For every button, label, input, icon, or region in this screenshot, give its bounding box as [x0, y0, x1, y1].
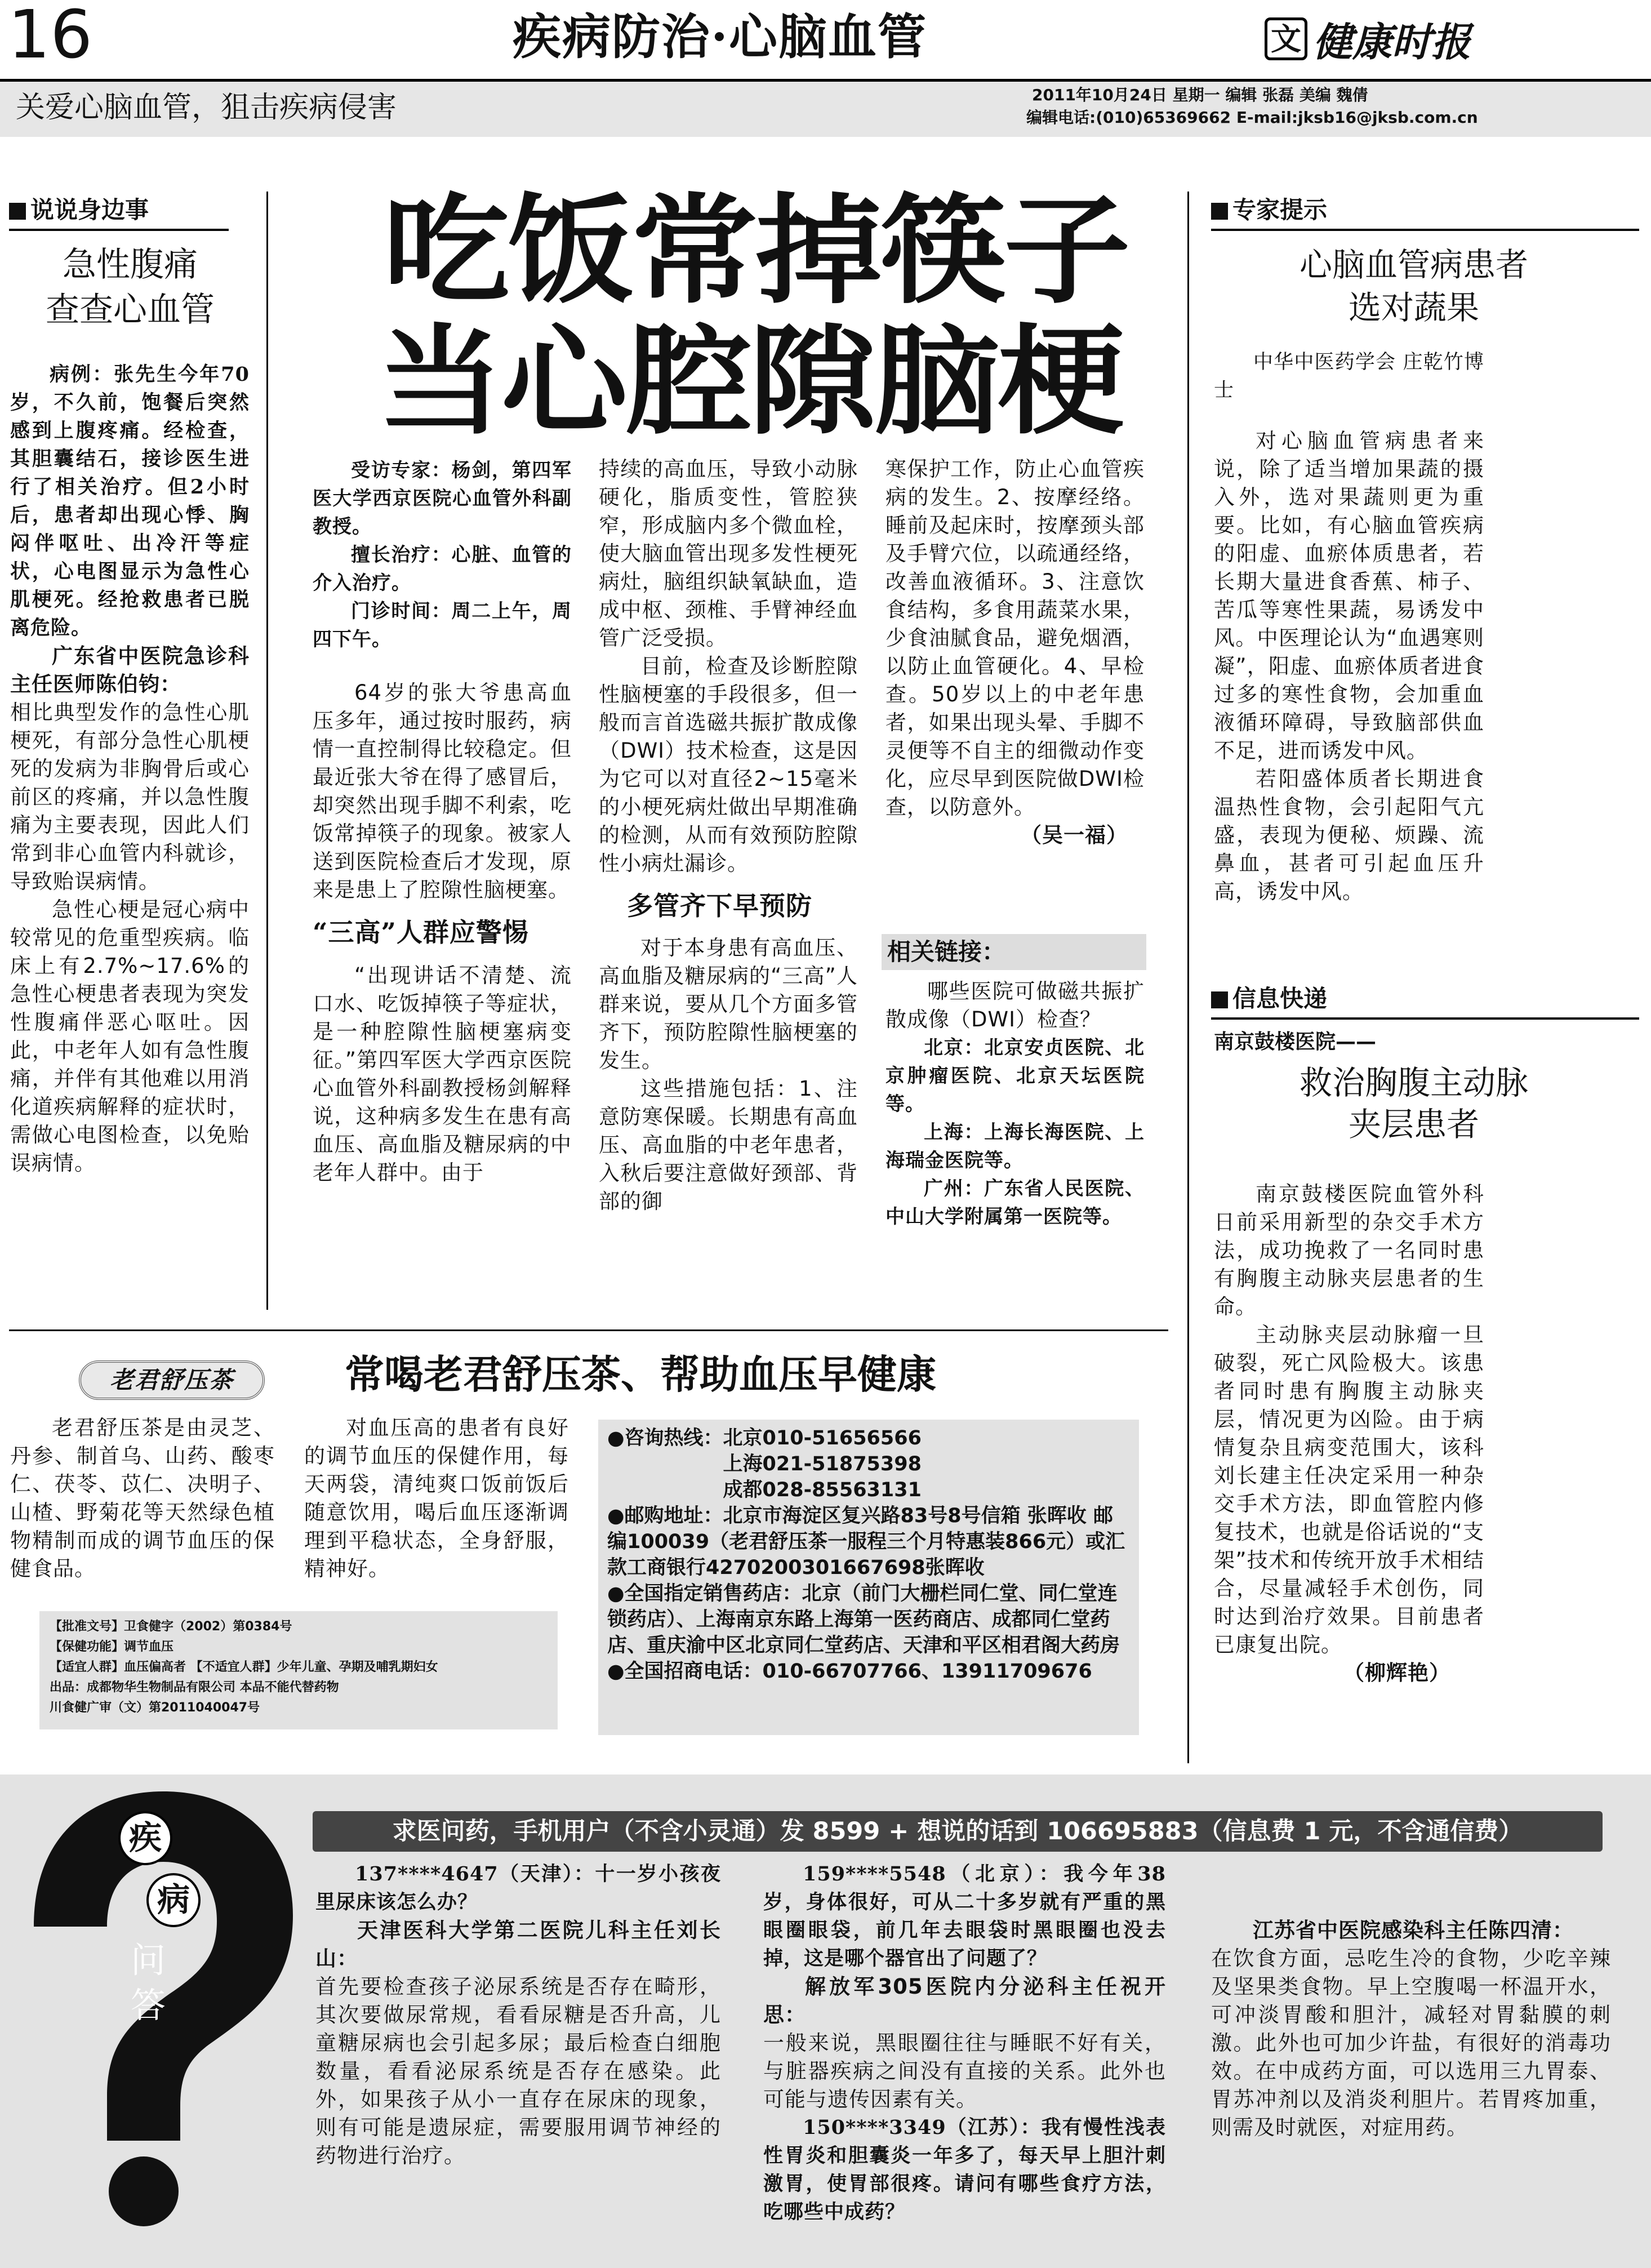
section-title: 疾病防治·心脑血管: [513, 8, 927, 65]
ad-hotlines: [607, 1425, 1130, 1503]
right-title-2-line-1: 救治胸腹主动脉: [1299, 1064, 1528, 1102]
ad-fineprint-box: [39, 1611, 558, 1729]
hotline-chengdu: 成都028-85563131: [723, 1479, 922, 1501]
main-col-3: [885, 455, 1145, 850]
ad-benefits: 对血压高的患者有良好的调节血压的保健作用，每天两袋，清纯爽口饭前饭后随意饮用，喝后血压逐渐调理到平稳状态，全身舒服，精神好。: [304, 1416, 569, 1581]
qa-logo-char-4: 答: [131, 1985, 166, 2026]
ad-producer: 出品：成都物华生物制品有限公司 本品不能代替药物: [50, 1680, 339, 1695]
left-para-1: 相比典型发作的急性心肌梗死，有部分急性心肌梗死的发病为非胸骨后或心前区的疼痛，并以急性腹痛为主要表现，因此人们常到非心血管内科就诊，导致贻误病情。: [10, 700, 250, 893]
qa-question-2: 159****5548（北京）：我今年38岁，身体很好，可从二十多岁就有严重的黑眼圈眼袋，前几年去眼袋时黑眼圈也没去掉，这是哪个器官出了问题了？: [763, 1862, 1166, 1970]
right-article-2: [1214, 1180, 1484, 1687]
left-article: [10, 361, 250, 1177]
main-col-2: [599, 455, 858, 1216]
qa-answer-3: 在饮食方面，忌吃生冷的食物，少吃辛辣及坚果类食物。早上空腹喝一杯温开水，可冲淡胃酸和胆汁，减轻对胃黏膜的刺激。此外也可加少许盐，有很好的消毒功效。在中成药方面，可以选用三九胃泰、胃苏冲剂以及消炎利胆片。若胃疼加重，则需及时就医，对症用药。: [1211, 1946, 1611, 2140]
left-para-2: 急性心梗是冠心病中较常见的危重型疾病。临床上有2.7%~17.6%的急性心梗患者表现为突发性腹痛伴恶心呕吐。因此，中老年人如有急性腹痛，并伴有其他难以用消化道疾病解释的症状时，需做心电图检查，以免贻误病情。: [10, 897, 250, 1175]
ad-intro: 老君舒压茶是由灵芝、丹参、制首乌、山药、酸枣仁、茯苓、苡仁、决明子、山楂、野菊花等天然绿色植物精制而成的调节血压的保健食品。: [10, 1416, 275, 1581]
links-guangzhou: 广州：广东省人民医院、中山大学附属第一医院等。: [885, 1177, 1145, 1228]
right-section2-label: 信息快递: [1211, 980, 1639, 1020]
ad-logo: 老君舒压茶: [79, 1360, 265, 1400]
specialty-info: 擅长治疗：心脏、血管的介入治疗。: [313, 544, 572, 594]
main-col-1: [313, 456, 572, 1187]
ad-top-rule: [9, 1329, 1168, 1331]
qa-col-3: [1211, 1860, 1611, 2142]
qa-logo-char-3: 问: [131, 1940, 166, 1981]
left-expert: 广东省中医院急诊科主任医师陈伯钧：: [10, 644, 250, 696]
right-title-line-2: 选对蔬果: [1348, 288, 1479, 327]
header-slogan: 关爱心脑血管，狙击疾病侵害: [16, 91, 397, 124]
right-byline: 中华中医药学会 庄乾竹博士: [1214, 351, 1484, 402]
left-divider: [266, 192, 268, 1310]
right-article: [1214, 348, 1484, 906]
qa-expert-2: 解放军305医院内分泌科主任祝开思：: [763, 1975, 1166, 2027]
related-links: [885, 977, 1145, 1231]
ad-target-groups: 【适宜人群】血压偏高者 【不适宜人群】少年儿童、孕期及哺乳期妇女: [50, 1660, 438, 1674]
left-section-label: 说说身边事: [9, 192, 229, 231]
subhead-sangao: “三高”人群应警惕: [313, 917, 529, 948]
ad-headline: 常喝老君舒压茶、帮助血压早健康: [345, 1351, 936, 1398]
main-para-1: 64岁的张大爷患高血压多年，通过按时服药，病情一直控制得比较稳定。但最近张大爷在得了感冒后，却突然出现手脚不利索，吃饭常掉筷子的现象。被家人送到医院检查后才发现，原来是患上了腔隙性脑梗塞。: [313, 681, 572, 902]
square-bullet-icon: [9, 203, 26, 220]
right-para-2: 若阳盛体质者长期进食温热性食物，会引起阳气亢盛，表现为便秘、烦躁、流鼻血，甚者可引起血压升高，诱发中风。: [1214, 767, 1484, 904]
page-number: 16: [8, 0, 93, 73]
expert-info: 受访专家：杨剑，第四军医大学西京医院心血管外科副教授。: [313, 459, 572, 538]
left-title-line-2: 查查心血管: [46, 290, 215, 330]
ad-col-2: [304, 1414, 569, 1583]
links-question: 哪些医院可做磁共振扩散成像（DWI）检查？: [885, 979, 1145, 1031]
qa-expert-3: 江苏省中医院感染科主任陈四清：: [1253, 1918, 1574, 1942]
main-para-4: 目前，检查及诊断腔隙性脑梗塞的手段很多，但一般而言首选磁共振扩散成像（DWI）技术检查，这是因为它可以对直径2~15毫米的小梗死病灶做出早期准确的检测，从而有效预防腔隙性小病灶漏诊。: [599, 654, 858, 875]
qa-answer-1: 首先要检查孩子泌尿系统是否存在畸形，其次要做尿常规，看看尿糖是否升高，儿童糖尿病也会引起多尿；最后检查白细胞数量，看看泌尿系统是否存在感染。此外，如果孩子从小一直存在尿床的现象，则有可能是遗尿症，需要服用调节神经的药物进行治疗。: [315, 1975, 721, 2168]
qa-expert-1: 天津医科大学第二医院儿科主任刘长山：: [315, 1918, 721, 1971]
ad-license: 川食健广审（文）第2011040047号: [50, 1701, 260, 1715]
newspaper-logo: [1265, 16, 1471, 65]
right-title-2-line-2: 夹层患者: [1348, 1105, 1479, 1144]
qa-logo-char-1: 疾: [118, 1811, 172, 1865]
ad-function: 【保健功能】调节血压: [50, 1640, 174, 1654]
square-bullet-icon: [1211, 991, 1228, 1008]
hotline-label: ●咨询热线：: [607, 1427, 723, 1449]
hotline-shanghai: 上海021-51875398: [723, 1453, 922, 1475]
author-wu: （吴一福）: [1021, 823, 1128, 847]
right-para-4: 主动脉夹层动脉瘤一旦破裂，死亡风险极大。该患者同时患有胸腹主动脉夹层，情况更为凶险。由于病情复杂且病变范围大，该科刘长建主任决定采用一种杂交手术方法，即血管腔内修复技术，也就是俗话说的“支架”技术和传统开放手术相结合，尽量减轻手术创伤，同时达到治疗效果。目前患者已康复出院。: [1214, 1323, 1484, 1657]
headline-line-2: 当心腔隙脑梗: [377, 313, 1122, 451]
qa-question-3: 150****3349（江苏）：我有慢性浅表性胃炎和胆囊炎一年多了，每天早上胆汁刺激胃，使胃部很疼。请问有哪些食疗方法，吃哪些中成药？: [763, 2116, 1166, 2223]
main-para-7: 寒保护工作，防止心血管疾病的发生。2、按摩经络。睡前及起床时，按摩颈头部及手臂穴位，以疏通经络，改善血液循环。3、注意饮食结构，多食用蔬菜水果，少食油腻食品，避免烟酒，以防止血管硬化。4、早检查。50岁以上的中老年患者，如果出现头晕、手脚不灵便等不自主的细微动作变化，应尽早到医院做DWI检查，以防意外。: [885, 457, 1145, 819]
author-liu: （柳辉艳）: [1343, 1661, 1450, 1685]
main-para-3: 持续的高血压，导致小动脉硬化，脂质变性，管腔狭窄，形成脑内多个微血栓，使大脑血管出现多发性梗死病灶，脑组织缺氧缺血，造成中枢、颈椎、手臂神经血管广泛受损。: [599, 457, 858, 650]
subhead-prevention: 多管齐下早预防: [627, 891, 812, 921]
news-kicker: 南京鼓楼医院——: [1214, 1030, 1377, 1053]
newspaper-name: 健康时报: [1313, 18, 1471, 65]
square-bullet-icon: [1211, 203, 1228, 220]
qa-sms-banner: 求医问药，手机用户（不含小灵通）发 8599 + 想说的话到 106695883（信息费 1 元，不含通信费）: [313, 1811, 1603, 1852]
ad-recruit-phone: ●全国招商电话：010-66707766、13911709676: [607, 1660, 1092, 1683]
header-contact: 编辑电话:(010)65369662 E-mail:jksb16@jksb.com.cn: [1026, 108, 1478, 127]
qa-col-1: [315, 1860, 721, 2170]
ad-stores: ●全国指定销售药店：北京（前门大栅栏同仁堂、同仁堂连锁药店）、上海南京东路上海第一医药商店、成都同仁堂药店、重庆渝中区北京同仁堂药店、天津和平区相君阁大药房: [607, 1582, 1120, 1657]
right-divider: [1187, 192, 1189, 1763]
links-shanghai: 上海：上海长海医院、上海瑞金医院等。: [885, 1121, 1145, 1172]
ad-col-1: [10, 1414, 275, 1583]
main-para-6: 这些措施包括：1、注意防寒保暖。长期患有高血压、高血脂的中老年患者，入秋后要注意做好颈部、背部的御: [599, 1077, 858, 1213]
right-para-3: 南京鼓楼医院血管外科日前采用新型的杂交手术方法，成功挽救了一名同时患有胸腹主动脉夹层患者的生命。: [1214, 1182, 1484, 1319]
headline-line-1: 吃饭常掉筷子: [383, 182, 1128, 320]
logo-emblem-icon: 文: [1265, 17, 1307, 60]
links-beijing: 北京：北京安贞医院、北京肿瘤医院、北京天坛医院等。: [885, 1037, 1145, 1115]
qa-answer-2: 一般来说，黑眼圈往往与睡眠不好有关，与脏器疾病之间没有直接的关系。此外也可能与遗传因素有关。: [763, 2031, 1166, 2111]
ad-contact-box: [598, 1420, 1139, 1735]
main-para-5: 对于本身患有高血压、高血脂及糖尿病的“三高”人群来说，要从几个方面多管齐下，预防腔隙性脑梗塞的发生。: [599, 936, 858, 1073]
left-title: [9, 242, 251, 332]
main-headline: [377, 182, 1128, 451]
related-links-label: 相关链接：: [882, 934, 1146, 970]
header-date-editors: 2011年10月24日 星期一 编辑 张磊 美编 魏倩: [1032, 86, 1368, 104]
right-title-line-1: 心脑血管病患者: [1299, 246, 1528, 284]
left-case: 病例：张先生今年70岁，不久前，饱餐后突然感到上腹疼痛。经检查，其胆囊结石，接诊医生进行了相关治疗。但2小时后，患者却出现心悸、胸闷伴呕吐、出冷汗等症状，心电图显示为急性心肌梗死。经抢救患者已脱离危险。: [10, 363, 250, 639]
clinic-hours: 门诊时间：周二上午，周四下午。: [313, 600, 572, 651]
qa-col-2: [763, 1860, 1166, 2226]
hotline-beijing: 北京010-51656566: [723, 1427, 922, 1449]
main-para-2: “出现讲话不清楚、流口水、吃饭掉筷子等症状，是一种腔隙性脑梗塞病变征。”第四军医大学西京医院心血管外科副教授杨剑解释说，这种病多发生在患有高血压、高血脂及糖尿病的中老年人群中。由于: [313, 963, 572, 1185]
ad-mail-address: ●邮购地址：北京市海淀区复兴路83号8号信箱 张晖收 邮编100039（老君舒压茶一服程三个月特惠装866元）或汇款工商银行4270200301667698张晖收: [607, 1505, 1125, 1579]
qa-logo-char-2: 病: [146, 1873, 201, 1927]
left-title-line-1: 急性腹痛: [63, 245, 198, 284]
right-para-1: 对心脑血管病患者来说，除了适当增加果蔬的摄入外，选对果蔬则更为重要。比如，有心脑血管疾病的阳虚、血瘀体质患者，若长期大量进食香蕉、柿子、苦瓜等寒性果蔬，易诱发中风。中医理论认为“血遇寒则凝”，阳虚、血瘀体质者进食过多的寒性食物，会加重血液循环障碍，导致脑部供血不足，进而诱发中风。: [1214, 429, 1484, 763]
right-section-label: 专家提示: [1211, 192, 1639, 231]
right-title: [1205, 243, 1622, 329]
qa-question-1: 137****4647（天津）：十一岁小孩夜里尿床该怎么办？: [315, 1862, 721, 1914]
hotline-numbers: [723, 1425, 922, 1503]
right-title-2: [1211, 1062, 1617, 1145]
ad-approval-no: 【批准文号】卫食健字（2002）第0384号: [50, 1620, 292, 1634]
